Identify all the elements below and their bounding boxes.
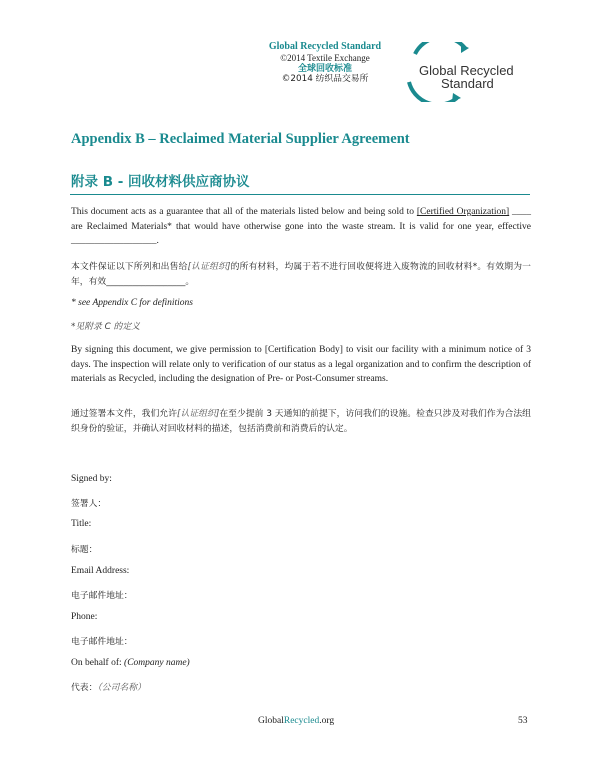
company-name-placeholder: (Company name): [124, 658, 190, 668]
header-copyright: ©2014 Textile Exchange: [280, 52, 370, 63]
phone-label-zh: 电子邮件地址：: [71, 637, 133, 647]
guarantee-paragraph-zh: [71, 260, 531, 290]
appendix-title: Appendix B – Reclaimed Material Supplier Agreement: [71, 131, 410, 147]
header-block: [255, 42, 395, 84]
signed-by-label: Signed by:: [71, 474, 112, 484]
appendix-title-zh: 附录 B - 回收材料供应商协议: [71, 174, 250, 190]
certified-organization-placeholder: [Certified Organization]: [416, 207, 510, 217]
footer-site-a: Global: [258, 716, 284, 726]
grs-logo: [397, 42, 527, 102]
email-label: Email Address:: [71, 566, 130, 576]
guarantee-text-a: This document acts as a guarantee that all of the materials listed below and being sold to: [71, 207, 417, 217]
footer-site: [258, 716, 334, 726]
definition-note-zh: *见附录 C 的定义: [71, 322, 140, 332]
inspection-zh-a: 通过签署本文件，我们允许: [71, 409, 178, 419]
header-copyright-zh: ©2014 纺织品交易所: [281, 73, 369, 84]
certified-organization-zh: [认证组织]: [187, 262, 231, 272]
title-label-zh: 标题：: [71, 545, 98, 555]
guarantee-paragraph: [71, 205, 531, 249]
page-number: 53: [518, 716, 528, 726]
phone-label: Phone:: [71, 612, 98, 622]
inspection-paragraph: By signing this document, we give permission to [Certification Body] to visit our facility with a minimum notice of 3 days. The inspection will relate only to verification of our status as a legal organization and to confirm the description of materials as Recycled, including the designation of Pre- or Post-Consumer streams.: [71, 345, 531, 384]
certification-body-zh: [认证组织]: [177, 409, 220, 419]
on-behalf-label: [71, 658, 190, 668]
email-label-zh: 电子邮件地址：: [71, 591, 133, 601]
guarantee-text-c: ____ are Reclaimed Materials* that would have otherwise gone into the waste stream. It is valid for one year, effective __________________.: [71, 207, 531, 246]
on-behalf-text-zh: 代表：: [71, 683, 98, 693]
logo-text-line1: Global Recycled: [419, 63, 514, 78]
on-behalf-text: On behalf of:: [71, 658, 125, 668]
footer-site-c: .org: [319, 716, 335, 726]
title-divider: [70, 194, 530, 195]
definition-note: * see Appendix C for definitions: [71, 298, 193, 308]
company-name-placeholder-zh: （公司名称）: [97, 683, 146, 693]
header-standard-name: Global Recycled Standard: [268, 41, 382, 52]
signed-by-label-zh: 签署人：: [71, 499, 107, 509]
inspection-zh-c: 在至少提前 3 天通知的前提下，访问我们的设施。检查只涉及对我们作为合法组织身份的验证，并确认对回收材料的描述，包括消费前和消费后的认定。: [71, 409, 531, 434]
on-behalf-label-zh: [71, 680, 146, 693]
title-label: Title:: [71, 519, 92, 529]
inspection-paragraph-zh: [71, 407, 531, 437]
logo-text-line2: Standard: [441, 76, 494, 91]
footer-site-b: Recycled: [283, 716, 320, 726]
guarantee-zh-a: 本文件保证以下所列和出售给: [71, 262, 188, 272]
header-standard-name-zh: 全球回收标准: [297, 63, 352, 73]
guarantee-zh-c: 的所有材料，均属于若不进行回收便将进入废物流的回收材料*。有效期为一年，有效__________________。: [71, 262, 531, 287]
